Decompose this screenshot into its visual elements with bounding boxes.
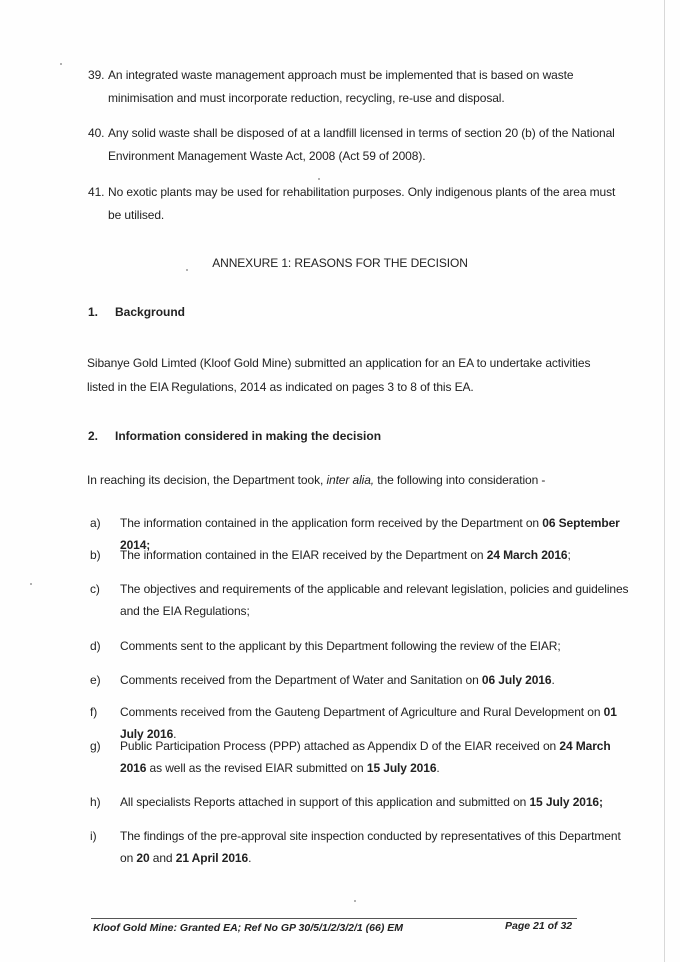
item-label: d) — [90, 639, 101, 653]
intro-italic: inter alia, — [326, 473, 375, 487]
item-text — [120, 791, 635, 813]
item-label: h) — [90, 795, 101, 809]
page-number: Page 21 of 32 — [505, 920, 573, 932]
item-text — [120, 669, 635, 691]
list-item-h — [90, 791, 635, 813]
item-text-part: . — [248, 851, 252, 865]
condition-text: An integrated waste management approach must be implemented that is based on waste minimisation and must incorporate reduction, recycling, re-use and disposal. — [108, 68, 574, 105]
item-text-part: All specialists Reports attached in support of this application and submitted on — [120, 795, 530, 809]
item-text — [120, 544, 635, 566]
item-text-part: The information contained in the application form received by the Department on — [120, 516, 543, 530]
background-paragraph: Sibanye Gold Limted (Kloof Gold Mine) submitted an application for an EA to undertake activities listed in the EIA Regulations, 2014 as indicated on pages 3 to 8 of this EA. — [87, 356, 591, 394]
item-text-part: . — [551, 673, 555, 687]
list-item-g — [90, 735, 635, 779]
item-label: i) — [90, 829, 97, 843]
item-label: b) — [90, 548, 101, 562]
item-label: g) — [90, 739, 101, 753]
list-item-i — [90, 825, 635, 869]
intro-text: In reaching its decision, the Department took, — [87, 473, 327, 487]
list-item-e — [90, 669, 635, 691]
item-label: e) — [90, 673, 101, 687]
item-text-part: Public Participation Process (PPP) attached as Appendix D of the EIAR received on — [120, 739, 560, 753]
consideration-intro — [87, 468, 617, 492]
section-title: Background — [115, 305, 186, 319]
section-number: 2. — [88, 429, 99, 443]
item-text-part: Comments received from the Gauteng Department of Agriculture and Rural Development on — [120, 705, 604, 719]
item-date: 06 July 2016 — [481, 673, 552, 687]
item-text-part: . — [173, 727, 177, 741]
scan-speck — [354, 900, 356, 902]
item-text — [120, 578, 635, 622]
scan-speck — [30, 583, 32, 585]
item-date: 01 July 2016 — [120, 705, 617, 741]
item-text-part: Comments sent to the applicant by this Department following the review of the EIAR; — [120, 639, 561, 653]
item-text-part: as well as the revised EIAR submitted on — [146, 761, 367, 775]
condition-text: Any solid waste shall be disposed of at a landfill licensed in terms of section 20 (b) of the National Environment Management Waste Act, 2008 (Act 59 of 2008). — [108, 126, 615, 163]
item-label: a) — [90, 516, 101, 530]
section-title: Information considered in making the decision — [115, 429, 382, 443]
section-number: 1. — [88, 305, 99, 319]
scan-speck — [60, 63, 62, 65]
condition-number: 41. — [88, 185, 105, 199]
item-date: 21 April 2016 — [175, 851, 249, 865]
footer-rule — [91, 918, 577, 919]
item-date: 15 July 2016 — [366, 761, 437, 775]
condition-number: 40. — [88, 126, 105, 140]
item-text-part: and — [149, 851, 176, 865]
item-text — [120, 735, 635, 779]
item-text-part: Comments received from the Department of Water and Sanitation on — [120, 673, 482, 687]
condition-39 — [88, 64, 628, 110]
item-date: 20 — [136, 851, 150, 865]
intro-text: the following into consideration - — [374, 473, 546, 487]
item-date: 24 March 2016 — [486, 548, 568, 562]
list-item-b — [90, 544, 635, 566]
item-label: c) — [90, 582, 100, 596]
condition-41 — [88, 181, 628, 227]
condition-text: No exotic plants may be used for rehabilitation purposes. Only indigenous plants of the area must be utilised. — [108, 185, 616, 222]
item-text-part: The information contained in the EIAR received by the Department on — [120, 548, 487, 562]
item-text-part: ; — [567, 548, 571, 562]
footer-reference: Kloof Gold Mine: Granted EA; Ref No GP 30/5/1/2/3/2/1 (66) EM — [93, 922, 404, 934]
section-1-heading — [88, 303, 185, 321]
list-item-c — [90, 578, 635, 622]
item-text — [120, 825, 635, 869]
annexure-title: ANNEXURE 1: REASONS FOR THE DECISION — [212, 256, 468, 270]
scan-speck — [318, 178, 320, 180]
scan-edge-line — [664, 0, 665, 962]
condition-40 — [88, 122, 628, 168]
item-label: f) — [90, 705, 98, 719]
condition-number: 39. — [88, 68, 105, 82]
section-2-heading — [88, 427, 381, 445]
item-date: 15 July 2016; — [529, 795, 603, 809]
item-date: 24 March 2016 — [120, 739, 611, 775]
item-text-part: . — [436, 761, 440, 775]
item-text — [120, 635, 635, 657]
item-text-part: The objectives and requirements of the applicable and relevant legislation, policies and guidelines and the EIA Regulations; — [120, 582, 629, 618]
item-text-part: The findings of the pre-approval site inspection conducted by representatives of this Department on — [120, 829, 621, 865]
list-item-d — [90, 635, 635, 657]
item-date: 06 September 2014; — [120, 516, 620, 552]
